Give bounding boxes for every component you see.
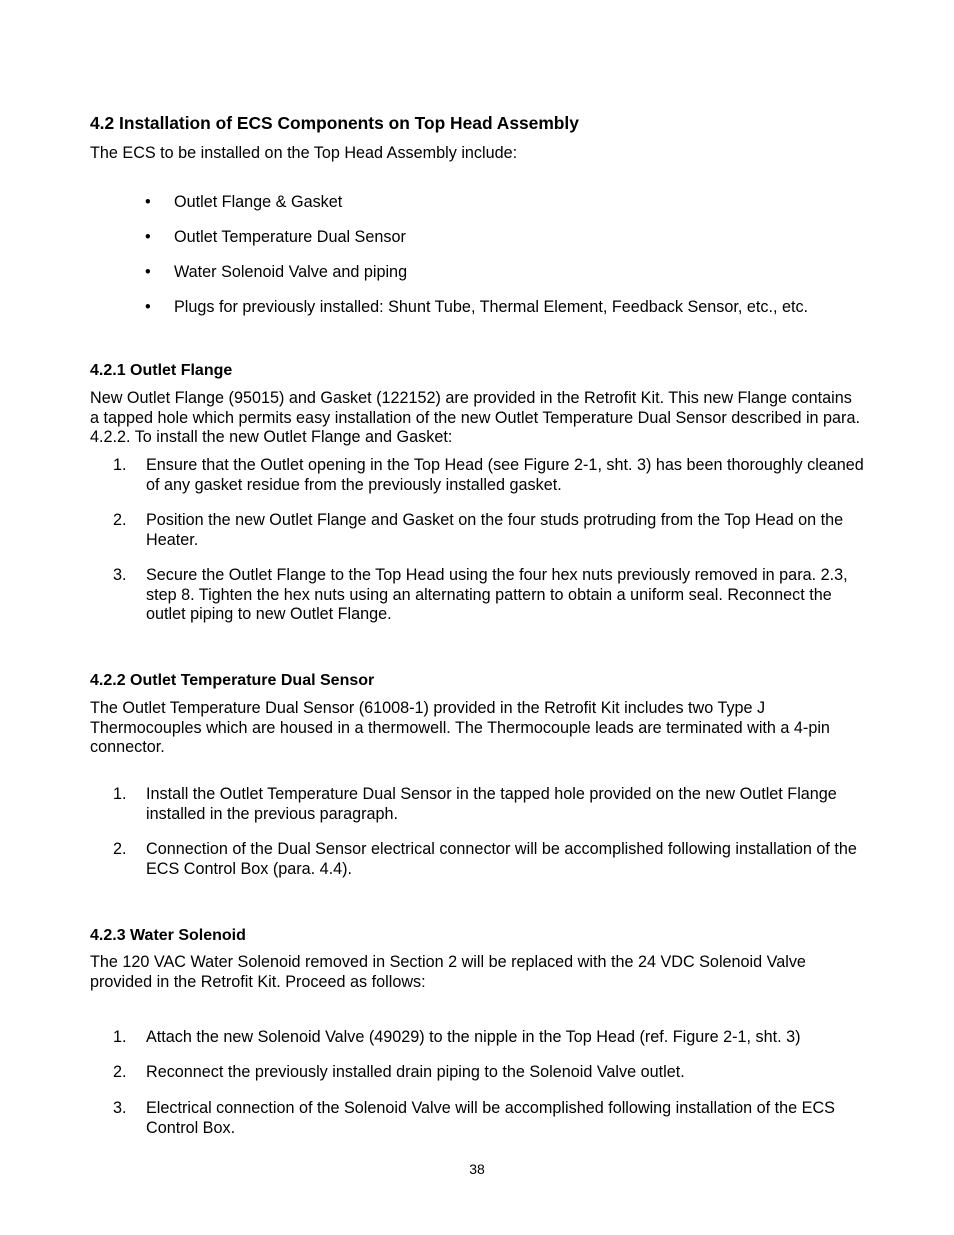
subsection-heading-outlet-flange: 4.2.1 Outlet Flange [90,362,233,379]
step-text: Attach the new Solenoid Valve (49029) to the nipple in the Top Head (ref. Figure 2-1, sht. 3) [146,1028,801,1046]
subsection-heading-water-solenoid: 4.2.3 Water Solenoid [90,927,246,944]
subsection-heading-dual-sensor: 4.2.2 Outlet Temperature Dual Sensor [90,672,375,689]
step-text: Install the Outlet Temperature Dual Sensor in the tapped hole provided on the new Outlet Flange installed in the previous paragraph. [146,785,837,823]
step-text: Position the new Outlet Flange and Gasket on the four studs protruding from the Top Head on the Heater. [146,511,844,549]
bullet-icon: • [145,298,151,316]
section-heading: 4.2 Installation of ECS Components on Top Head Assembly [90,113,579,133]
step-number: 1. [113,785,127,803]
bullet-text: Outlet Temperature Dual Sensor [174,228,406,246]
subsection-paragraph: The Outlet Temperature Dual Sensor (61008-1) provided in the Retrofit Kit includes two Type J Thermocouples which are housed in a thermowell. The Thermocouple leads are terminated with a 4-pin connector. [90,699,830,757]
bullet-icon: • [145,263,151,281]
bullet-icon: • [145,228,151,246]
bullet-text: Outlet Flange & Gasket [174,193,343,211]
step-number: 1. [113,456,127,474]
bullet-text: Water Solenoid Valve and piping [174,263,408,281]
step-number: 2. [113,511,127,529]
bullet-text: Plugs for previously installed: Shunt Tube, Thermal Element, Feedback Sensor, etc., etc. [174,298,809,316]
step-text: Connection of the Dual Sensor electrical connector will be accomplished following installation of the ECS Control Box (para. 4.4). [146,840,857,878]
step-number: 2. [113,1063,127,1081]
subsection-paragraph: The 120 VAC Water Solenoid removed in Section 2 will be replaced with the 24 VDC Solenoid Valve provided in the Retrofit Kit. Proceed as follows: [90,953,806,991]
bullet-icon: • [145,193,151,211]
step-text: Ensure that the Outlet opening in the Top Head (see Figure 2-1, sht. 3) has been thoroughly cleaned of any gasket residue from the previously installed gasket. [146,456,864,494]
step-number: 3. [113,566,127,584]
page-number: 38 [469,1161,485,1177]
step-number: 2. [113,840,127,858]
section-intro: The ECS to be installed on the Top Head Assembly include: [90,144,518,162]
step-text: Secure the Outlet Flange to the Top Head using the four hex nuts previously removed in para. 2.3, step 8. Tighten the hex nuts using an alternating pattern to obtain a uniform seal. Reconnect the outlet piping to new Outlet Flange. [146,566,848,624]
step-number: 3. [113,1099,127,1117]
subsection-paragraph: New Outlet Flange (95015) and Gasket (122152) are provided in the Retrofit Kit. This new Flange contains a tapped hole which permits easy installation of the new Outlet Temperature Dual Sensor described in para. 4.2.2. To install the new Outlet Flange and Gasket: [90,389,860,447]
step-number: 1. [113,1028,127,1046]
step-text: Electrical connection of the Solenoid Valve will be accomplished following installation of the ECS Control Box. [146,1099,835,1137]
step-text: Reconnect the previously installed drain piping to the Solenoid Valve outlet. [146,1063,685,1081]
